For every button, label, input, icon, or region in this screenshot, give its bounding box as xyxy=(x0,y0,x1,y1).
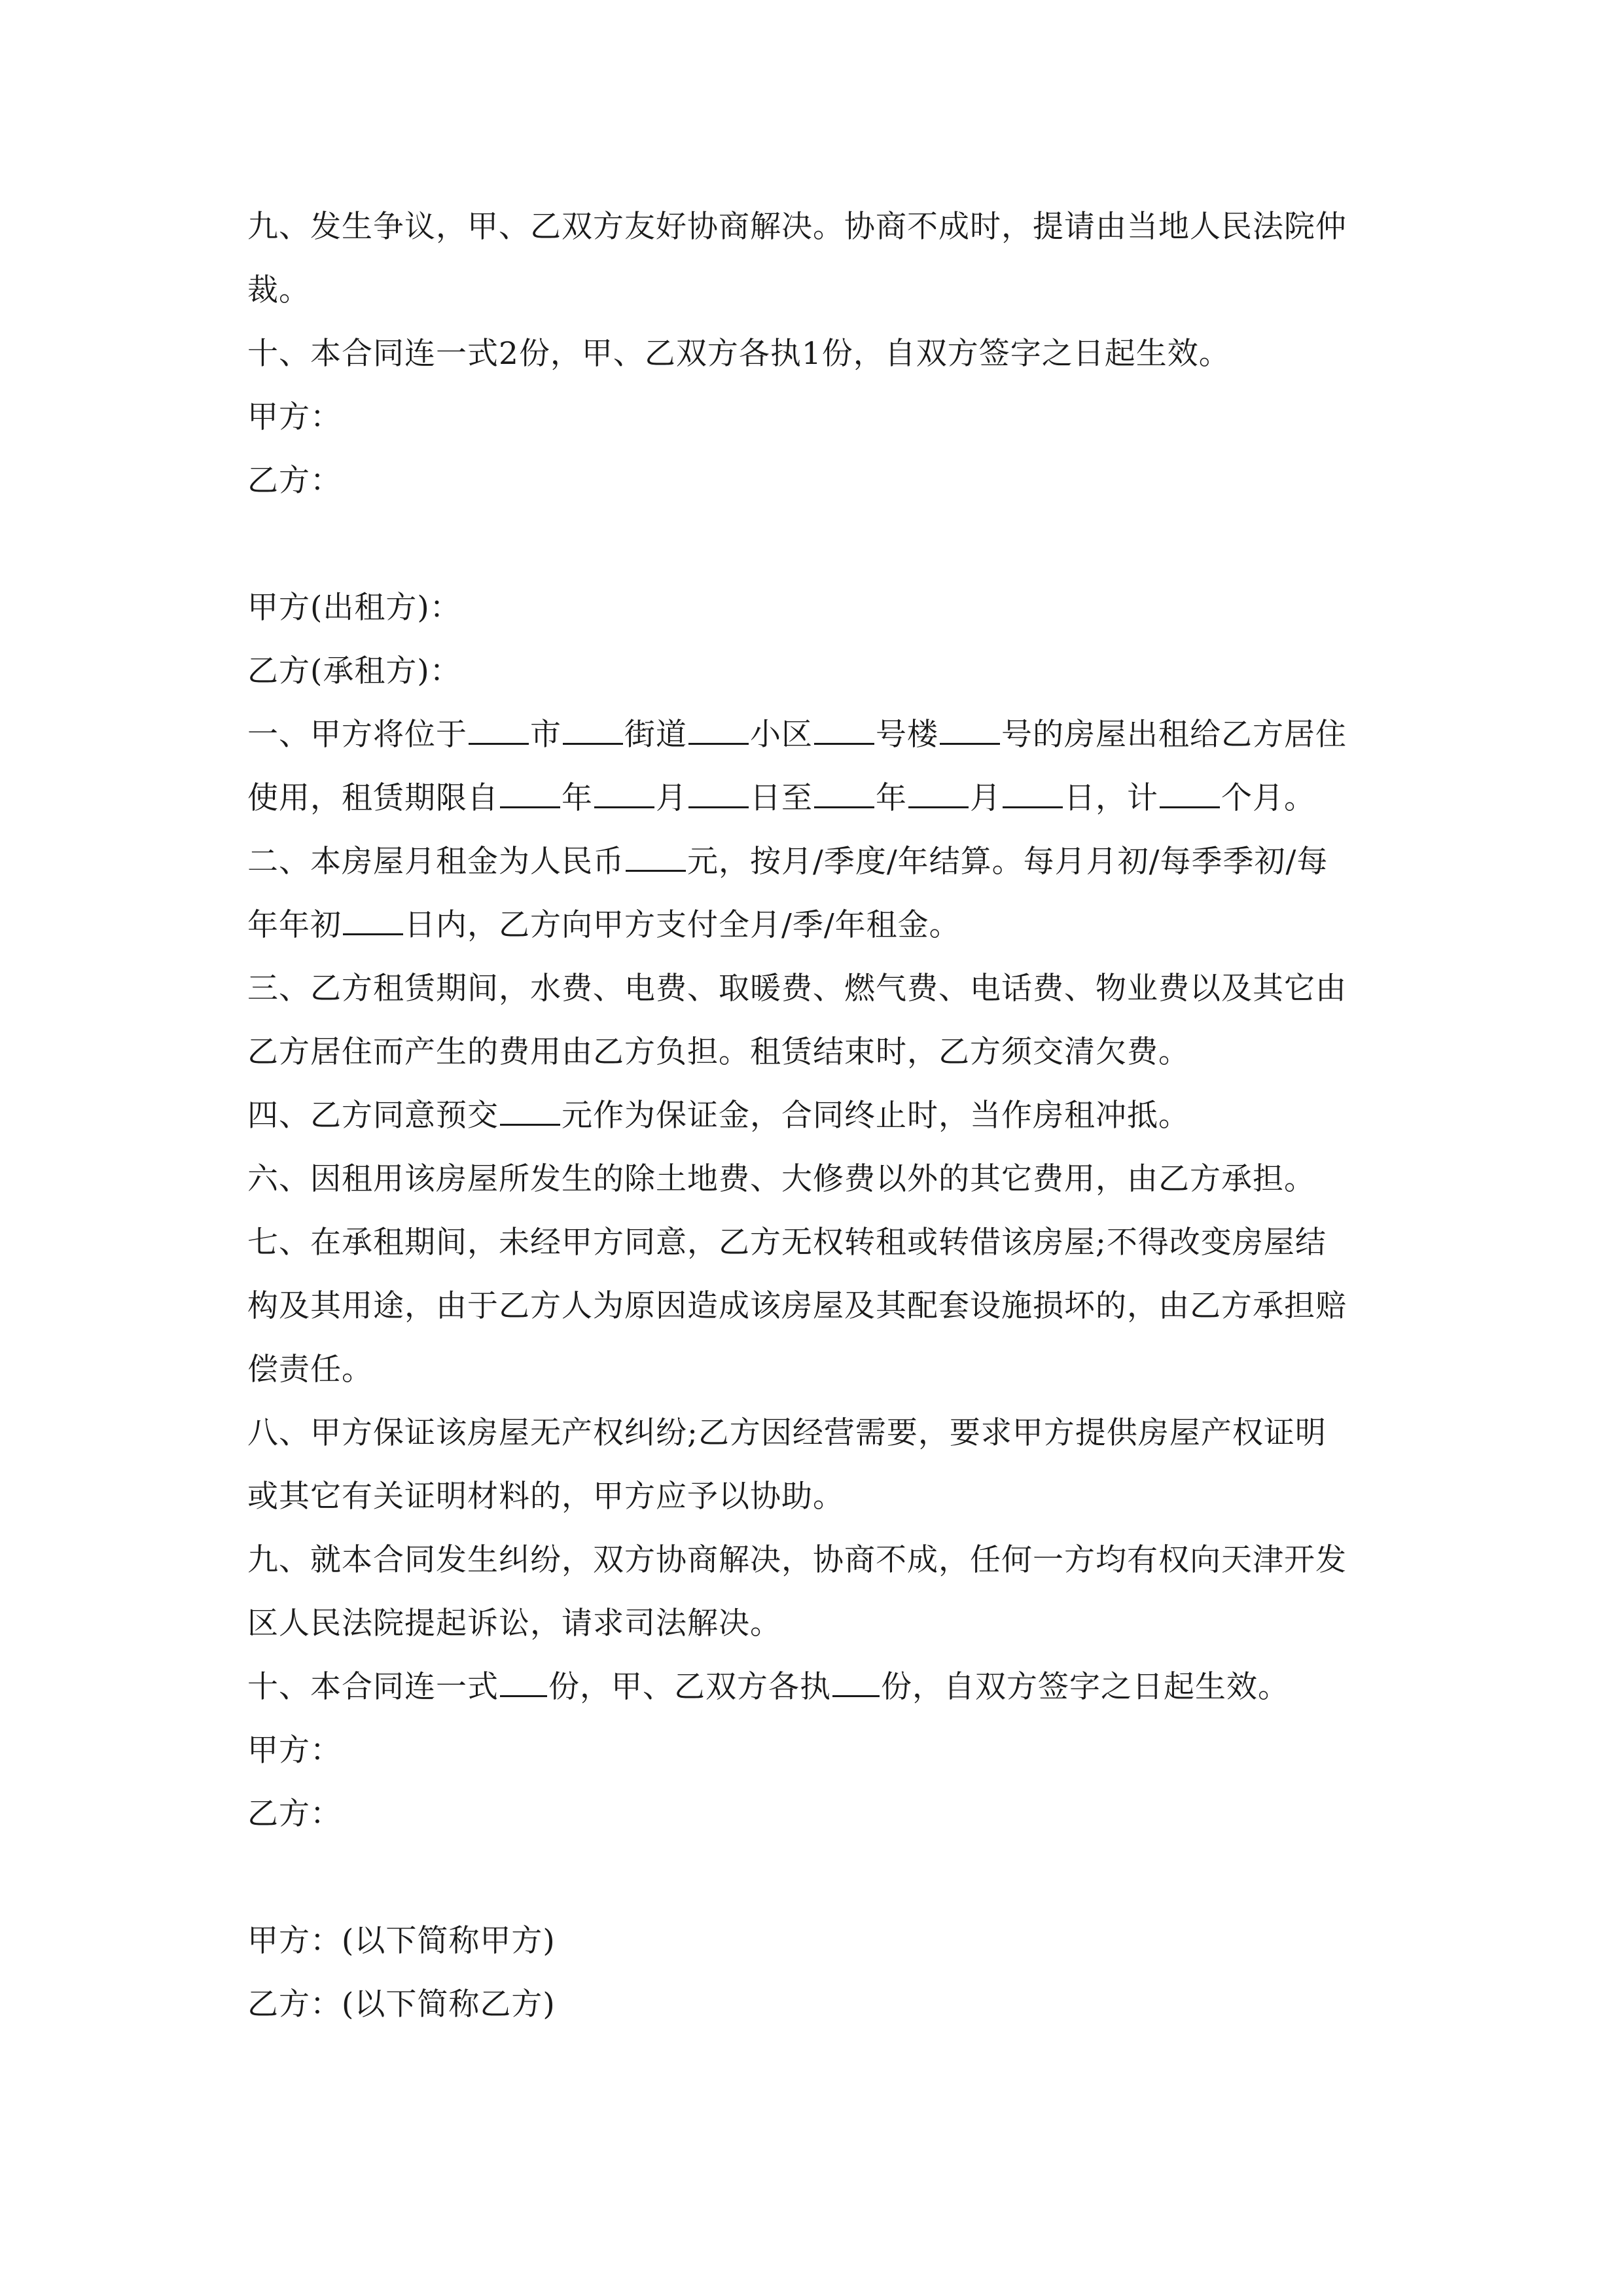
months-blank xyxy=(1160,780,1220,808)
start-day-blank xyxy=(688,780,749,808)
clause-2-line-1: 二、本房屋月租金为人民币 元，按月/季度/年结算。每月月初/每季季初/每 xyxy=(247,844,1329,880)
payment-day-blank xyxy=(343,907,403,935)
clause-3-line-1: 三、乙方租赁期间，水费、电费、取暖费、燃气费、电话费、物业费以及其它由 xyxy=(247,971,1347,1007)
clause-10: 十、本合同连一式2份，甲、乙双方各执1份，自双方签字之日起生效。 xyxy=(247,336,1230,372)
clause-4: 四、乙方同意预交 元作为保证金，合同终止时，当作房租冲抵。 xyxy=(247,1098,1190,1134)
lessor-label: 甲方(出租方)： xyxy=(247,590,461,626)
copies-total-blank xyxy=(500,1669,547,1697)
end-year-blank xyxy=(814,780,874,808)
clause-9-line-1: 九、发生争议，甲、乙双方友好协商解决。协商不成时，提请由当地人民法院仲 xyxy=(247,209,1347,245)
rent-amount-blank xyxy=(626,844,686,872)
party-b-definition: 乙方：(以下简称乙方) xyxy=(247,1986,556,2022)
clause-6: 六、因租用该房屋所发生的除土地费、大修费以外的其它费用，由乙方承担。 xyxy=(247,1161,1315,1197)
clause-9b-line-1: 九、就本合同发生纠纷，双方协商解决，协商不成，任何一方均有权向天津开发 xyxy=(247,1542,1347,1578)
party-b-signature-line-2: 乙方： xyxy=(247,1796,342,1832)
party-a-signature-line: 甲方： xyxy=(247,399,342,435)
clause-1-line-2: 使用，租赁期限自 年 月 日至 年 月 日，计 个月。 xyxy=(247,780,1315,816)
unit-blank xyxy=(940,717,1000,745)
building-blank xyxy=(814,717,874,745)
start-year-blank xyxy=(500,780,560,808)
start-month-blank xyxy=(594,780,654,808)
community-blank xyxy=(688,717,749,745)
party-b-signature-line: 乙方： xyxy=(247,463,342,499)
clause-8-line-1: 八、甲方保证该房屋无产权纠纷;乙方因经营需要，要求甲方提供房屋产权证明 xyxy=(247,1415,1327,1451)
party-a-signature-line-2: 甲方： xyxy=(247,1732,342,1768)
clause-9b-line-2: 区人民法院提起诉讼，请求司法解决。 xyxy=(247,1605,781,1641)
clause-9-line-2: 裁。 xyxy=(247,272,310,308)
clause-2-line-2: 年年初 日内，乙方向甲方支付全月/季/年租金。 xyxy=(247,907,961,943)
clause-8-line-2: 或其它有关证明材料的，甲方应予以协助。 xyxy=(247,1479,844,1515)
section-gap xyxy=(247,512,1383,576)
end-month-blank xyxy=(908,780,969,808)
clause-3-line-2: 乙方居住而产生的费用由乙方负担。租赁结束时，乙方须交清欠费。 xyxy=(247,1034,1190,1070)
end-day-blank xyxy=(1003,780,1063,808)
clause-10b: 十、本合同连一式 份，甲、乙双方各执 份，自双方签字之日起生效。 xyxy=(247,1669,1289,1705)
street-blank xyxy=(563,717,623,745)
clause-7-line-3: 偿责任。 xyxy=(247,1352,373,1388)
clause-1-line-1: 一、甲方将位于 市 街道 小区 号楼 号的房屋出租给乙方居住 xyxy=(247,717,1347,753)
section-gap-2 xyxy=(247,1846,1383,1909)
deposit-blank xyxy=(500,1098,560,1126)
city-blank xyxy=(469,717,529,745)
clause-7-line-1: 七、在承租期间，未经甲方同意，乙方无权转租或转借该房屋;不得改变房屋结 xyxy=(247,1225,1327,1261)
party-a-definition: 甲方：(以下简称甲方) xyxy=(247,1923,556,1959)
document-page xyxy=(247,195,1383,2036)
clause-7-line-2: 构及其用途，由于乙方人为原因造成该房屋及其配套设施损坏的，由乙方承担赔 xyxy=(247,1288,1347,1324)
lessee-label: 乙方(承租方)： xyxy=(247,653,461,689)
copies-each-blank xyxy=(832,1669,880,1697)
